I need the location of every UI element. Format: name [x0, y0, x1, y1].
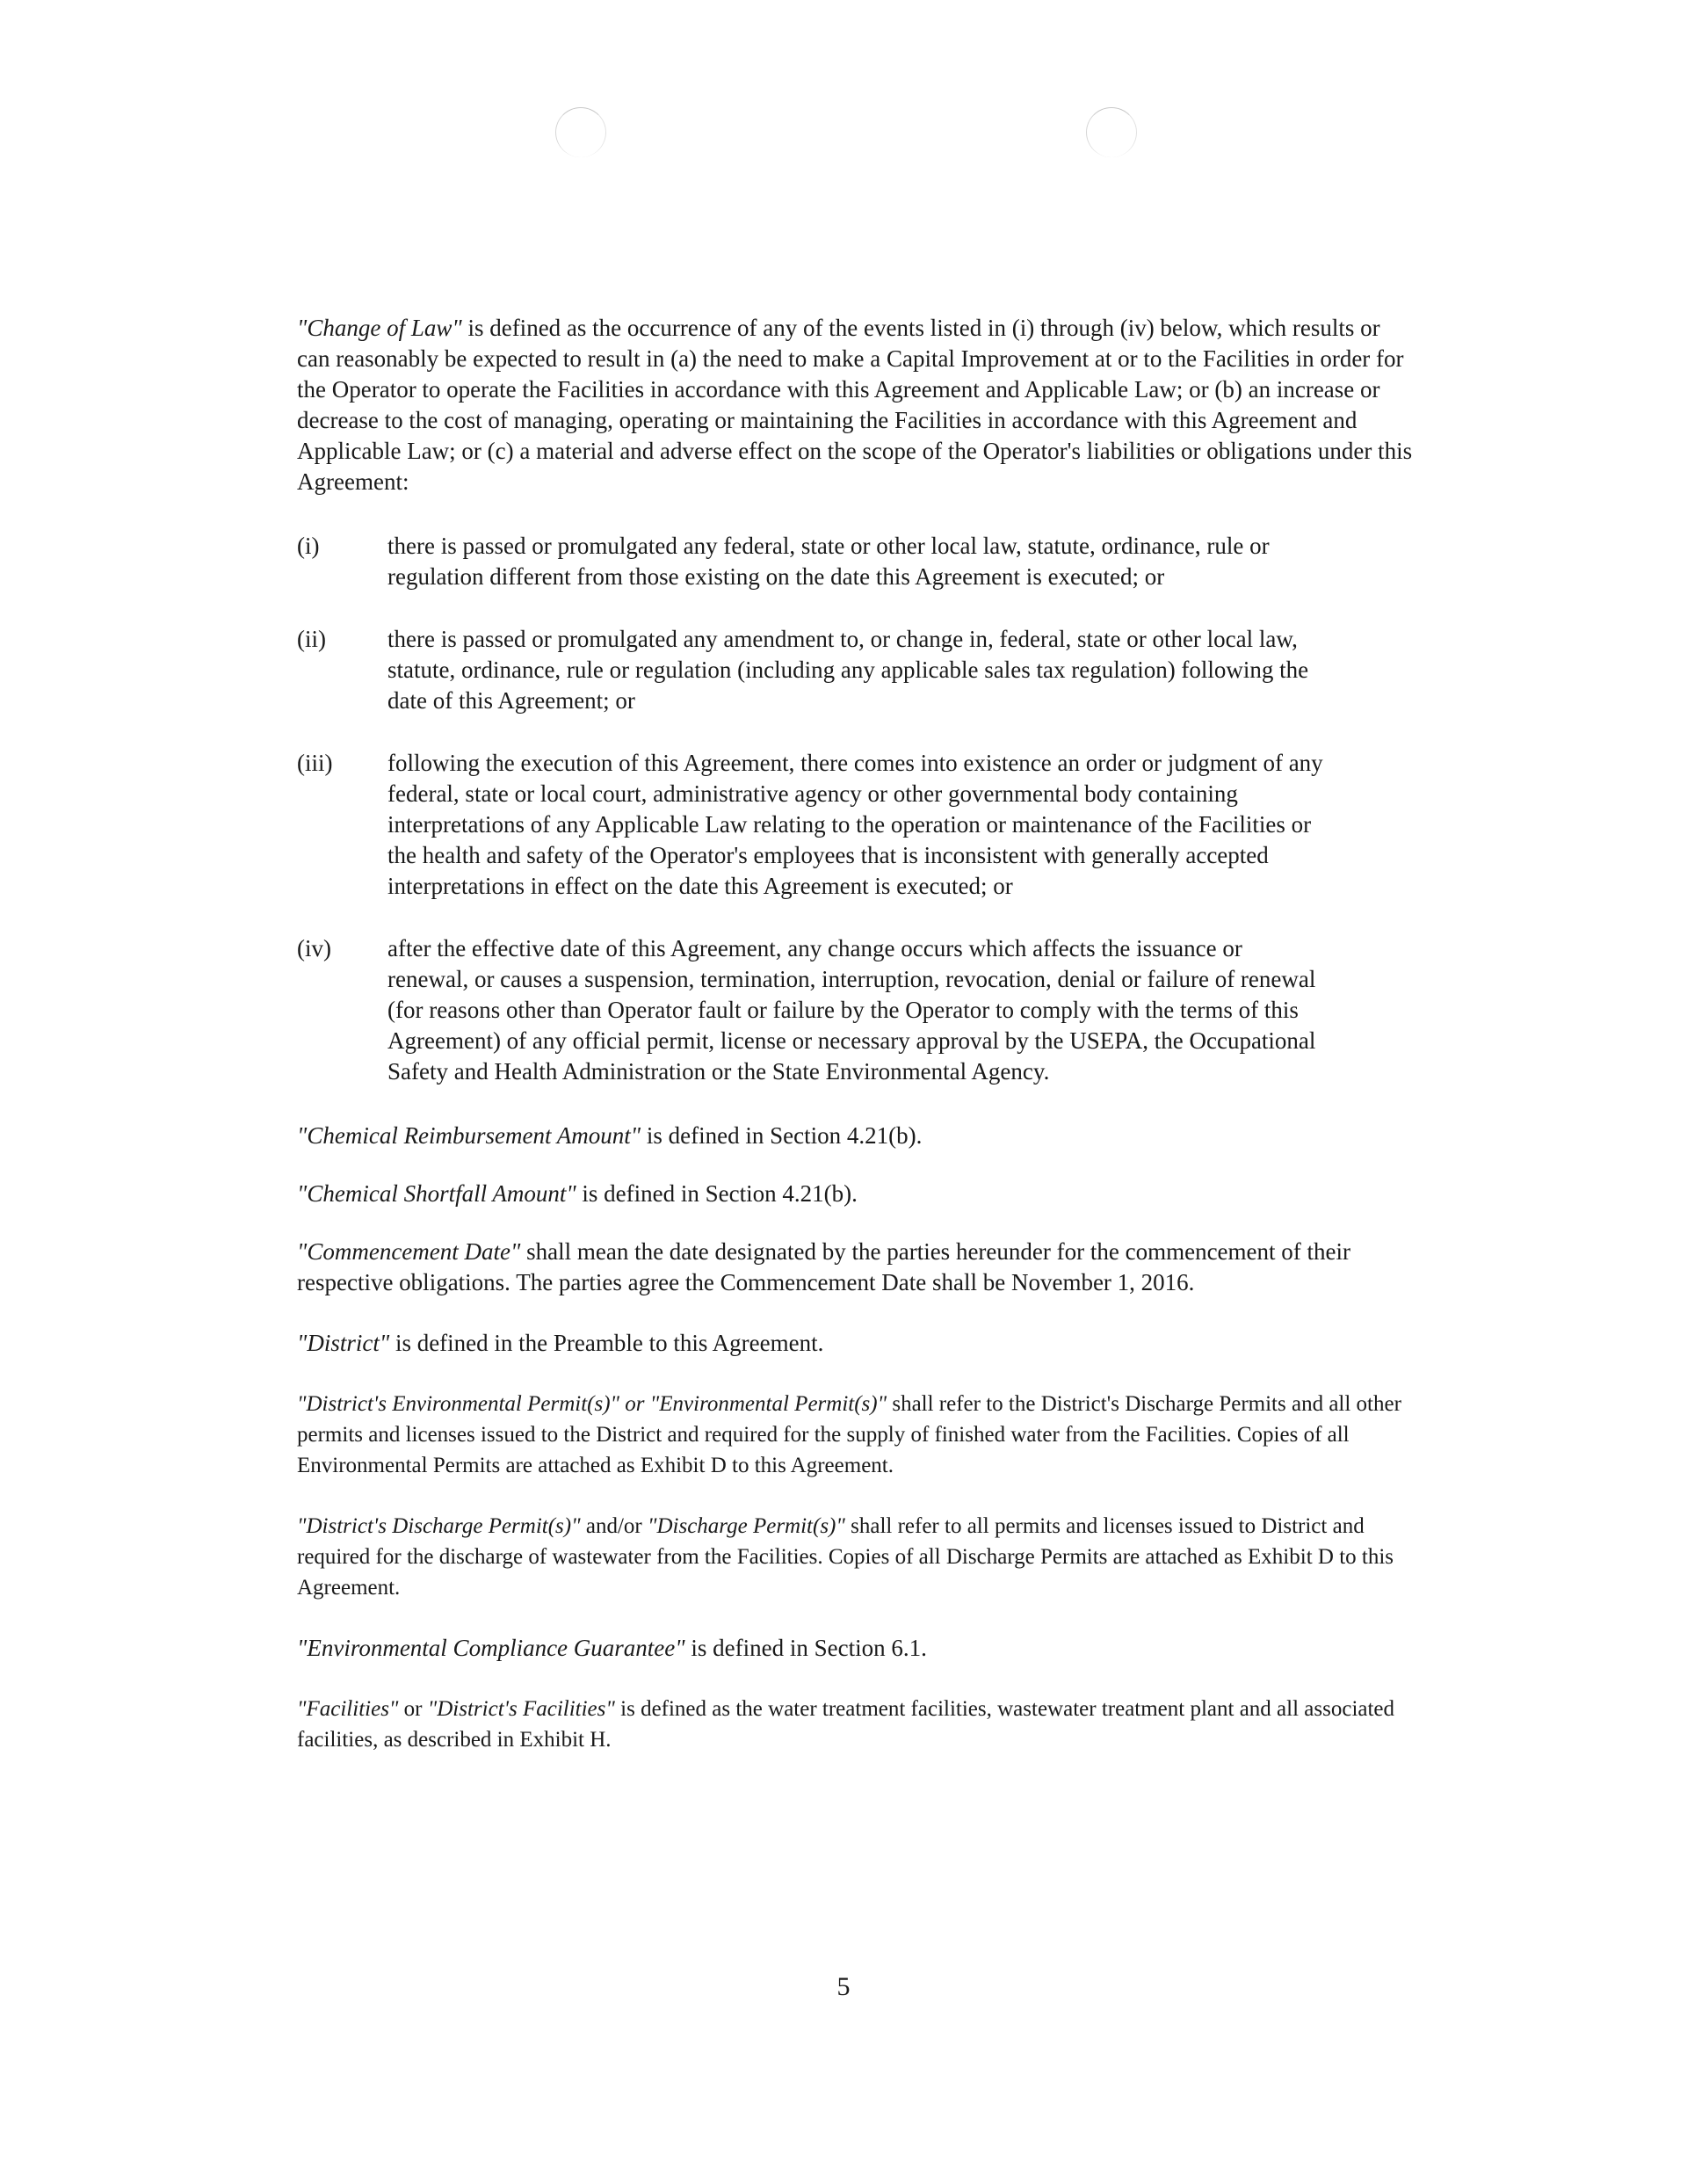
clause-number: (i): [297, 533, 320, 559]
term-chemical-shortfall: "Chemical Shortfall Amount": [297, 1180, 576, 1207]
term-districts-facilities: "District's Facilities": [427, 1697, 615, 1721]
definition-text: shall mean the date designated by the parties hereunder for the commencement of their respective obligations. The parties agree the Commencement Date shall be November 1, 2016.: [297, 1238, 1350, 1295]
term-environmental-permits: "District's Environmental Permit(s)" or "Environmental Permit(s)": [297, 1392, 887, 1416]
term-discharge-permits: "Discharge Permit(s)": [647, 1514, 845, 1538]
term-districts-discharge-permits: "District's Discharge Permit(s)": [297, 1514, 581, 1538]
term-facilities: "Facilities": [297, 1697, 399, 1721]
definition-chemical-reimbursement: [297, 1121, 1413, 1151]
definition-text: is defined as the water treatment facilities, wastewater treatment plant and all associated facilities, as described in Exhibit H.: [297, 1697, 1395, 1752]
clause-i: [297, 531, 1413, 592]
definition-text: is defined in Section 4.21(b).: [576, 1180, 858, 1207]
definition-discharge-permits: [297, 1511, 1413, 1603]
punch-hole-right: [1086, 107, 1137, 157]
page-number: 5: [836, 1972, 851, 2001]
definition-commencement-date: [297, 1237, 1413, 1298]
clause-number: (iii): [297, 750, 333, 776]
definition-district: [297, 1328, 1413, 1359]
definition-facilities: [297, 1694, 1413, 1755]
definition-change-of-law: [297, 313, 1413, 497]
clause-text: there is passed or promulgated any amendment to, or change in, federal, state or other local law, statute, ordinance, rule or regulation (including any applicable sales tax regulation) following the date of this Agreement; or: [387, 626, 1309, 714]
definition-text: is defined in the Preamble to this Agreement.: [389, 1330, 824, 1356]
definition-text: shall refer to all permits and licenses issued to District and required for the discharge of wastewater from the Facilities. Copies of all Discharge Permits are attached as Exhibit D to this Agreement.: [297, 1514, 1394, 1600]
clause-number: (iv): [297, 935, 331, 961]
term-connector: or: [398, 1697, 428, 1721]
clause-text: there is passed or promulgated any federal, state or other local law, statute, ordinance, rule or regulation different from those existing on the date this Agreement is executed; or: [387, 533, 1270, 590]
definition-environmental-compliance: [297, 1633, 1413, 1664]
term-environmental-compliance: "Environmental Compliance Guarantee": [297, 1635, 685, 1661]
punch-hole-left: [555, 107, 606, 157]
definition-environmental-permits: [297, 1389, 1413, 1481]
clause-text: after the effective date of this Agreement, any change occurs which affects the issuance or renewal, or causes a suspension, termination, interruption, revocation, denial or failure of renewal (for reasons other than Operator fault or failure by the Operator to comply with the terms of this Agreement) of any official permit, license or necessary approval by the USEPA, the Occupational Safety and Health Administration or the State Environmental Agency.: [387, 935, 1316, 1085]
definition-text: is defined in Section 4.21(b).: [641, 1122, 923, 1149]
clause-number: (ii): [297, 626, 326, 652]
clause-text: following the execution of this Agreement, there comes into existence an order or judgment of any federal, state or local court, administrative agency or other governmental body containing interpretations of any Applicable Law relating to the operation or maintenance of the Facilities or the health and safety of the Operator's employees that is inconsistent with generally accepted interpretations in effect on the date this Agreement is executed; or: [387, 750, 1323, 899]
definition-text: is defined as the occurrence of any of the events listed in (i) through (iv) below, which results or can reasonably be expected to result in (a) the need to make a Capital Improvement at or to the Facilities in order for the Operator to operate the Facilities in accordance with this Agreement and Applicable Law; or (b) an increase or decrease to the cost of managing, operating or maintaining the Facilities in accordance with this Agreement and Applicable Law; or (c) a material and adverse effect on the scope of the Operator's liabilities or obligations under this Agreement:: [297, 315, 1413, 495]
definition-text: is defined in Section 6.1.: [684, 1635, 927, 1661]
clause-iii: [297, 748, 1413, 902]
term-connector: and/or: [580, 1514, 648, 1538]
clause-iv: [297, 933, 1413, 1087]
document-body: [297, 313, 1413, 1755]
term-change-of-law: "Change of Law": [297, 315, 462, 341]
term-district: "District": [297, 1330, 390, 1356]
clause-ii: [297, 624, 1413, 716]
definition-chemical-shortfall: [297, 1179, 1413, 1209]
definition-text: shall refer to the District's Discharge Permits and all other permits and licenses issued to the District and required for the supply of finished water from the Facilities. Copies of all Environmental Permits are attached as Exhibit D to this Agreement.: [297, 1392, 1401, 1477]
term-commencement-date: "Commencement Date": [297, 1238, 521, 1265]
term-chemical-reimbursement: "Chemical Reimbursement Amount": [297, 1122, 641, 1149]
